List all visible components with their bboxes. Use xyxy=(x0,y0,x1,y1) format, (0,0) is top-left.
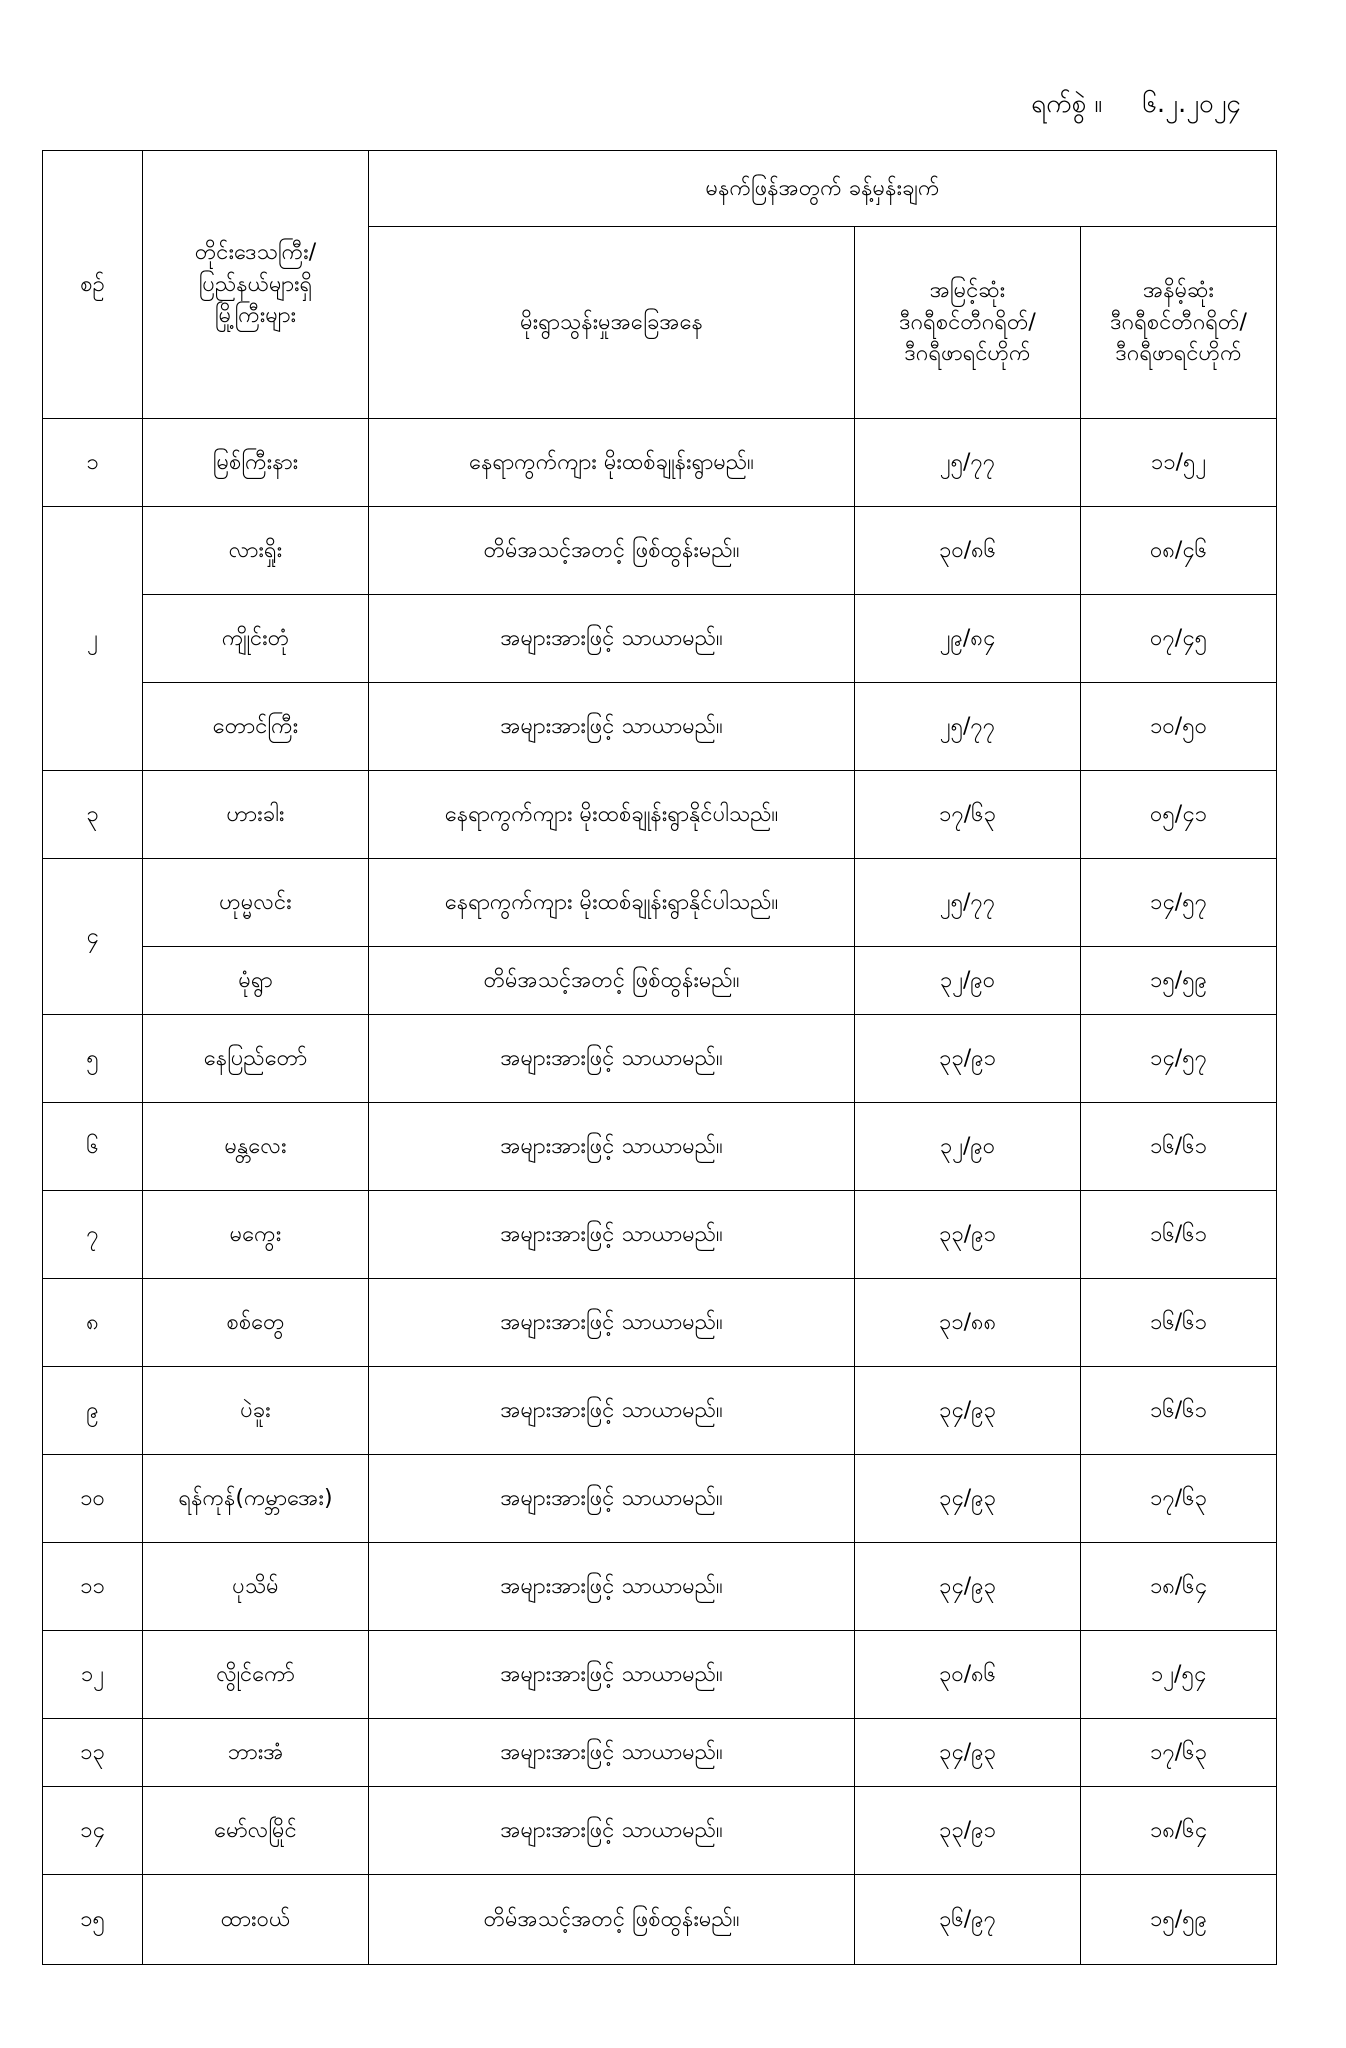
cell-condition: အများအားဖြင့် သာယာမည်။ xyxy=(369,1631,855,1719)
cell-min: ၀၈/၄၆ xyxy=(1081,507,1277,595)
col-header-city xyxy=(143,151,369,419)
table-row xyxy=(43,1543,1277,1631)
cell-condition: တိမ်အသင့်အတင့် ဖြစ်ထွန်းမည်။ xyxy=(369,1875,855,1965)
forecast-table xyxy=(42,150,1277,1965)
cell-min: ၀၇/၄၅ xyxy=(1081,595,1277,683)
table-row xyxy=(43,1787,1277,1875)
col-header-no: စဉ် xyxy=(43,151,143,419)
cell-city: ထားဝယ် xyxy=(143,1875,369,1965)
cell-city: မော်လမြိုင် xyxy=(143,1787,369,1875)
col-header-max-line: ဒီဂရီဖာရင်ဟိုက် xyxy=(904,341,1031,367)
cell-min: ၁၇/၆၃ xyxy=(1081,1719,1277,1787)
cell-max: ၃၄/၉၃ xyxy=(855,1719,1081,1787)
table-row xyxy=(43,1103,1277,1191)
cell-no: ၆ xyxy=(43,1103,143,1191)
cell-max: ၃၃/၉၁ xyxy=(855,1787,1081,1875)
col-header-max-line: အမြင့်ဆုံး xyxy=(929,277,1006,303)
cell-max: ၃၃/၉၁ xyxy=(855,1015,1081,1103)
cell-condition: တိမ်အသင့်အတင့် ဖြစ်ထွန်းမည်။ xyxy=(369,947,855,1015)
cell-city: နေပြည်တော် xyxy=(143,1015,369,1103)
col-header-min-line: အနိမ့်ဆုံး xyxy=(1143,277,1215,303)
cell-max: ၂၅/၇၇ xyxy=(855,859,1081,947)
col-header-city-line: တိုင်းဒေသကြီး/ xyxy=(194,239,317,265)
cell-min: ၁၅/၅၉ xyxy=(1081,1875,1277,1965)
col-header-city-line: မြို့ကြီးများ xyxy=(214,303,297,329)
cell-no: ၁၅ xyxy=(43,1875,143,1965)
cell-max: ၃၄/၉၃ xyxy=(855,1367,1081,1455)
table-row xyxy=(43,1719,1277,1787)
cell-city: လွိုင်ကော် xyxy=(143,1631,369,1719)
cell-no: ၁၁ xyxy=(43,1543,143,1631)
cell-condition: နေရာကွက်ကျား မိုးထစ်ချုန်းရွာမည်။ xyxy=(369,419,855,507)
cell-max: ၂၅/၇၇ xyxy=(855,419,1081,507)
table-row xyxy=(43,683,1277,771)
cell-no: ၁၂ xyxy=(43,1631,143,1719)
table-row xyxy=(43,595,1277,683)
col-header-city-line: ပြည်နယ်များရှိ xyxy=(198,271,313,297)
cell-condition: အများအားဖြင့် သာယာမည်။ xyxy=(369,1719,855,1787)
cell-condition: အများအားဖြင့် သာယာမည်။ xyxy=(369,1191,855,1279)
cell-city: ရန်ကုန်(ကမ္ဘာအေး) xyxy=(143,1455,369,1543)
cell-min: ၁၆/၆၁ xyxy=(1081,1191,1277,1279)
cell-min: ၁၈/၆၄ xyxy=(1081,1787,1277,1875)
cell-max: ၂၉/၈၄ xyxy=(855,595,1081,683)
table-row xyxy=(43,1015,1277,1103)
col-header-min xyxy=(1081,227,1277,419)
cell-max: ၂၅/၇၇ xyxy=(855,683,1081,771)
cell-max: ၃၆/၉၇ xyxy=(855,1875,1081,1965)
cell-no: ၂ xyxy=(43,507,143,771)
cell-min: ၀၅/၄၁ xyxy=(1081,771,1277,859)
cell-city: မန္တလေး xyxy=(143,1103,369,1191)
date-line xyxy=(1031,86,1241,125)
cell-city: မုံရွာ xyxy=(143,947,369,1015)
cell-min: ၁၇/၆၃ xyxy=(1081,1455,1277,1543)
cell-no: ၁၀ xyxy=(43,1455,143,1543)
cell-city: ပုသိမ် xyxy=(143,1543,369,1631)
date-label: ရက်စွဲ ။ xyxy=(1031,89,1103,119)
table-row xyxy=(43,507,1277,595)
col-header-max-line: ဒီဂရီစင်တီဂရိတ်/ xyxy=(899,309,1036,335)
cell-min: ၁၁/၅၂ xyxy=(1081,419,1277,507)
cell-condition: နေရာကွက်ကျား မိုးထစ်ချုန်းရွာနိုင်ပါသည်။ xyxy=(369,771,855,859)
cell-condition: တိမ်အသင့်အတင့် ဖြစ်ထွန်းမည်။ xyxy=(369,507,855,595)
table-row xyxy=(43,1875,1277,1965)
col-header-condition: မိုးရွာသွန်းမှုအခြေအနေ xyxy=(369,227,855,419)
date-value: ၆.၂.၂၀၂၄ xyxy=(1142,89,1241,119)
cell-condition: အများအားဖြင့် သာယာမည်။ xyxy=(369,1455,855,1543)
cell-condition: နေရာကွက်ကျား မိုးထစ်ချုန်းရွာနိုင်ပါသည်။ xyxy=(369,859,855,947)
cell-min: ၁၂/၅၄ xyxy=(1081,1631,1277,1719)
cell-min: ၁၆/၆၁ xyxy=(1081,1103,1277,1191)
cell-condition: အများအားဖြင့် သာယာမည်။ xyxy=(369,1543,855,1631)
cell-city: ပဲခူး xyxy=(143,1367,369,1455)
cell-no: ၉ xyxy=(43,1367,143,1455)
cell-no: ၃ xyxy=(43,771,143,859)
table-row xyxy=(43,1279,1277,1367)
cell-no: ၁၄ xyxy=(43,1787,143,1875)
cell-city: ကျိုင်းတုံ xyxy=(143,595,369,683)
table-row xyxy=(43,1455,1277,1543)
table-row xyxy=(43,1191,1277,1279)
cell-no: ၇ xyxy=(43,1191,143,1279)
cell-min: ၁၄/၅၇ xyxy=(1081,859,1277,947)
cell-city: လားရှိုး xyxy=(143,507,369,595)
cell-condition: အများအားဖြင့် သာယာမည်။ xyxy=(369,1015,855,1103)
cell-max: ၃၁/၈၈ xyxy=(855,1279,1081,1367)
table-row xyxy=(43,1367,1277,1455)
cell-city: ဟားခါး xyxy=(143,771,369,859)
cell-city: မကွေး xyxy=(143,1191,369,1279)
cell-no: ၅ xyxy=(43,1015,143,1103)
cell-condition: အများအားဖြင့် သာယာမည်။ xyxy=(369,1103,855,1191)
cell-condition: အများအားဖြင့် သာယာမည်။ xyxy=(369,595,855,683)
cell-no: ၈ xyxy=(43,1279,143,1367)
cell-condition: အများအားဖြင့် သာယာမည်။ xyxy=(369,1279,855,1367)
col-header-min-line: ဒီဂရီဖာရင်ဟိုက် xyxy=(1115,341,1242,367)
cell-condition: အများအားဖြင့် သာယာမည်။ xyxy=(369,1367,855,1455)
header-row-top xyxy=(43,151,1277,227)
cell-city: ဟုမ္မလင်း xyxy=(143,859,369,947)
cell-min: ၁၆/၆၁ xyxy=(1081,1279,1277,1367)
table-row xyxy=(43,1631,1277,1719)
cell-max: ၁၇/၆၃ xyxy=(855,771,1081,859)
cell-max: ၃၄/၉၃ xyxy=(855,1543,1081,1631)
cell-min: ၁၀/၅၀ xyxy=(1081,683,1277,771)
cell-max: ၃၀/၈၆ xyxy=(855,507,1081,595)
table-row xyxy=(43,419,1277,507)
cell-min: ၁၈/၆၄ xyxy=(1081,1543,1277,1631)
table-row xyxy=(43,771,1277,859)
col-header-min-line: ဒီဂရီစင်တီဂရိတ်/ xyxy=(1110,309,1247,335)
cell-condition: အများအားဖြင့် သာယာမည်။ xyxy=(369,683,855,771)
cell-max: ၃၂/၉၀ xyxy=(855,1103,1081,1191)
cell-city: ဘားအံ xyxy=(143,1719,369,1787)
cell-max: ၃၃/၉၁ xyxy=(855,1191,1081,1279)
cell-condition: အများအားဖြင့် သာယာမည်။ xyxy=(369,1787,855,1875)
cell-min: ၁၆/၆၁ xyxy=(1081,1367,1277,1455)
cell-max: ၃၂/၉၀ xyxy=(855,947,1081,1015)
cell-no: ၁ xyxy=(43,419,143,507)
cell-city: တောင်ကြီး xyxy=(143,683,369,771)
cell-city: စစ်တွေ xyxy=(143,1279,369,1367)
col-header-max xyxy=(855,227,1081,419)
group-header-forecast: မနက်ဖြန်အတွက် ခန့်မှန်းချက် xyxy=(369,151,1277,227)
cell-city: မြစ်ကြီးနား xyxy=(143,419,369,507)
cell-min: ၁၄/၅၇ xyxy=(1081,1015,1277,1103)
cell-no: ၄ xyxy=(43,859,143,1015)
cell-no: ၁၃ xyxy=(43,1719,143,1787)
cell-max: ၃၀/၈၆ xyxy=(855,1631,1081,1719)
table-row xyxy=(43,859,1277,947)
cell-min: ၁၅/၅၉ xyxy=(1081,947,1277,1015)
table-row xyxy=(43,947,1277,1015)
cell-max: ၃၄/၉၃ xyxy=(855,1455,1081,1543)
